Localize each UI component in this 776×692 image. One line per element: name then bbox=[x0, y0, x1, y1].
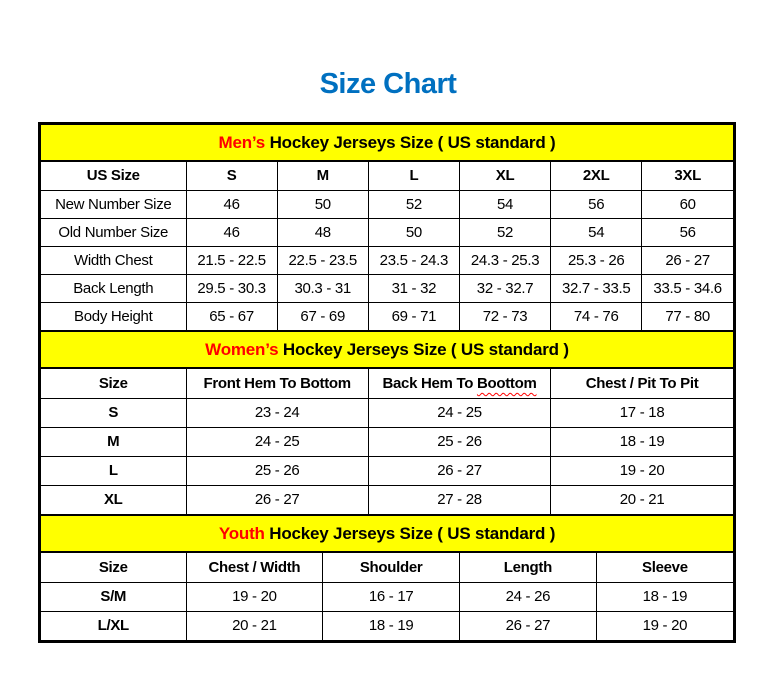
table-row-women-xl bbox=[41, 485, 733, 514]
cell: 18 - 19 bbox=[596, 582, 733, 611]
cell: 72 - 73 bbox=[459, 302, 550, 330]
row-label: XL bbox=[41, 485, 186, 514]
column-header-us-size: US Size bbox=[41, 162, 186, 190]
womens-label-rest: Hockey Jerseys Size ( US standard ) bbox=[278, 340, 569, 359]
row-label: Back Length bbox=[41, 274, 186, 302]
table-row-width-chest bbox=[41, 246, 733, 274]
row-label: Width Chest bbox=[41, 246, 186, 274]
mens-label-rest: Hockey Jerseys Size ( US standard ) bbox=[265, 133, 556, 152]
cell: 46 bbox=[186, 190, 277, 218]
row-label: Body Height bbox=[41, 302, 186, 330]
cell: 52 bbox=[459, 218, 550, 246]
cell: 30.3 - 31 bbox=[277, 274, 368, 302]
cell: 21.5 - 22.5 bbox=[186, 246, 277, 274]
column-header-chest-width: Chest / Width bbox=[186, 553, 323, 582]
cell: 24 - 25 bbox=[368, 398, 550, 427]
cell: 16 - 17 bbox=[323, 582, 460, 611]
table-row-old-number-size bbox=[41, 218, 733, 246]
cell: 77 - 80 bbox=[642, 302, 733, 330]
cell: 26 - 27 bbox=[642, 246, 733, 274]
womens-section-header bbox=[41, 330, 733, 369]
cell: 22.5 - 23.5 bbox=[277, 246, 368, 274]
column-header-sleeve: Sleeve bbox=[596, 553, 733, 582]
cell: 54 bbox=[551, 218, 642, 246]
cell: 56 bbox=[551, 190, 642, 218]
column-header-length: Length bbox=[460, 553, 597, 582]
youth-size-table bbox=[41, 553, 733, 640]
cell: 46 bbox=[186, 218, 277, 246]
cell: 48 bbox=[277, 218, 368, 246]
youth-header-row bbox=[41, 553, 733, 582]
table-row-new-number-size bbox=[41, 190, 733, 218]
cell: 74 - 76 bbox=[551, 302, 642, 330]
column-header-2xl: 2XL bbox=[551, 162, 642, 190]
cell: 26 - 27 bbox=[186, 485, 368, 514]
cell: 17 - 18 bbox=[551, 398, 733, 427]
table-row-youth-sm bbox=[41, 582, 733, 611]
cell: 50 bbox=[368, 218, 459, 246]
row-label: M bbox=[41, 427, 186, 456]
womens-label-red: Women’s bbox=[205, 340, 279, 359]
mens-section-header bbox=[41, 125, 733, 162]
cell: 18 - 19 bbox=[551, 427, 733, 456]
cell: 31 - 32 bbox=[368, 274, 459, 302]
column-header-shoulder: Shoulder bbox=[323, 553, 460, 582]
mens-label-red: Men’s bbox=[218, 133, 266, 152]
row-label: New Number Size bbox=[41, 190, 186, 218]
cell: 23.5 - 24.3 bbox=[368, 246, 459, 274]
back-hem-text: Back Hem To bbox=[382, 374, 477, 392]
column-header-3xl: 3XL bbox=[642, 162, 733, 190]
cell: 24 - 25 bbox=[186, 427, 368, 456]
cell: 67 - 69 bbox=[277, 302, 368, 330]
table-row-body-height bbox=[41, 302, 733, 330]
table-row-youth-lxl bbox=[41, 611, 733, 640]
cell: 33.5 - 34.6 bbox=[642, 274, 733, 302]
cell: 32 - 32.7 bbox=[459, 274, 550, 302]
womens-header-row bbox=[41, 369, 733, 398]
youth-section bbox=[41, 514, 733, 640]
row-label: Old Number Size bbox=[41, 218, 186, 246]
cell: 24.3 - 25.3 bbox=[459, 246, 550, 274]
cell: 27 - 28 bbox=[368, 485, 550, 514]
row-label: S/M bbox=[41, 582, 186, 611]
column-header-back-hem bbox=[368, 369, 550, 398]
back-hem-misspelled-word: Boottom bbox=[476, 374, 537, 392]
page-title: Size Chart bbox=[319, 68, 457, 100]
cell: 20 - 21 bbox=[551, 485, 733, 514]
cell: 50 bbox=[277, 190, 368, 218]
youth-label-red: Youth bbox=[218, 524, 265, 543]
size-chart-table-group bbox=[38, 122, 736, 643]
column-header-size: Size bbox=[41, 553, 186, 582]
column-header-xl: XL bbox=[459, 162, 550, 190]
cell: 19 - 20 bbox=[596, 611, 733, 640]
row-label: L/XL bbox=[41, 611, 186, 640]
cell: 52 bbox=[368, 190, 459, 218]
cell: 32.7 - 33.5 bbox=[551, 274, 642, 302]
youth-section-header bbox=[41, 514, 733, 553]
cell: 54 bbox=[459, 190, 550, 218]
cell: 56 bbox=[642, 218, 733, 246]
cell: 25 - 26 bbox=[186, 456, 368, 485]
cell: 26 - 27 bbox=[460, 611, 597, 640]
row-label: L bbox=[41, 456, 186, 485]
cell: 24 - 26 bbox=[460, 582, 597, 611]
mens-header-row bbox=[41, 162, 733, 190]
cell: 29.5 - 30.3 bbox=[186, 274, 277, 302]
table-row-women-l bbox=[41, 456, 733, 485]
table-row-women-m bbox=[41, 427, 733, 456]
cell: 25.3 - 26 bbox=[551, 246, 642, 274]
table-row-women-s bbox=[41, 398, 733, 427]
column-header-front-hem: Front Hem To Bottom bbox=[186, 369, 368, 398]
cell: 69 - 71 bbox=[368, 302, 459, 330]
mens-section bbox=[41, 125, 733, 330]
mens-size-table bbox=[41, 162, 733, 330]
cell: 19 - 20 bbox=[551, 456, 733, 485]
cell: 65 - 67 bbox=[186, 302, 277, 330]
womens-size-table bbox=[41, 369, 733, 514]
youth-label-rest: Hockey Jerseys Size ( US standard ) bbox=[264, 524, 556, 543]
cell: 23 - 24 bbox=[186, 398, 368, 427]
column-header-s: S bbox=[186, 162, 277, 190]
cell: 26 - 27 bbox=[368, 456, 550, 485]
column-header-l: L bbox=[368, 162, 459, 190]
womens-section bbox=[41, 330, 733, 514]
column-header-m: M bbox=[277, 162, 368, 190]
cell: 60 bbox=[642, 190, 733, 218]
cell: 20 - 21 bbox=[186, 611, 323, 640]
column-header-size: Size bbox=[41, 369, 186, 398]
cell: 18 - 19 bbox=[323, 611, 460, 640]
cell: 25 - 26 bbox=[368, 427, 550, 456]
cell: 19 - 20 bbox=[186, 582, 323, 611]
row-label: S bbox=[41, 398, 186, 427]
table-row-back-length bbox=[41, 274, 733, 302]
column-header-chest-pit: Chest / Pit To Pit bbox=[551, 369, 733, 398]
